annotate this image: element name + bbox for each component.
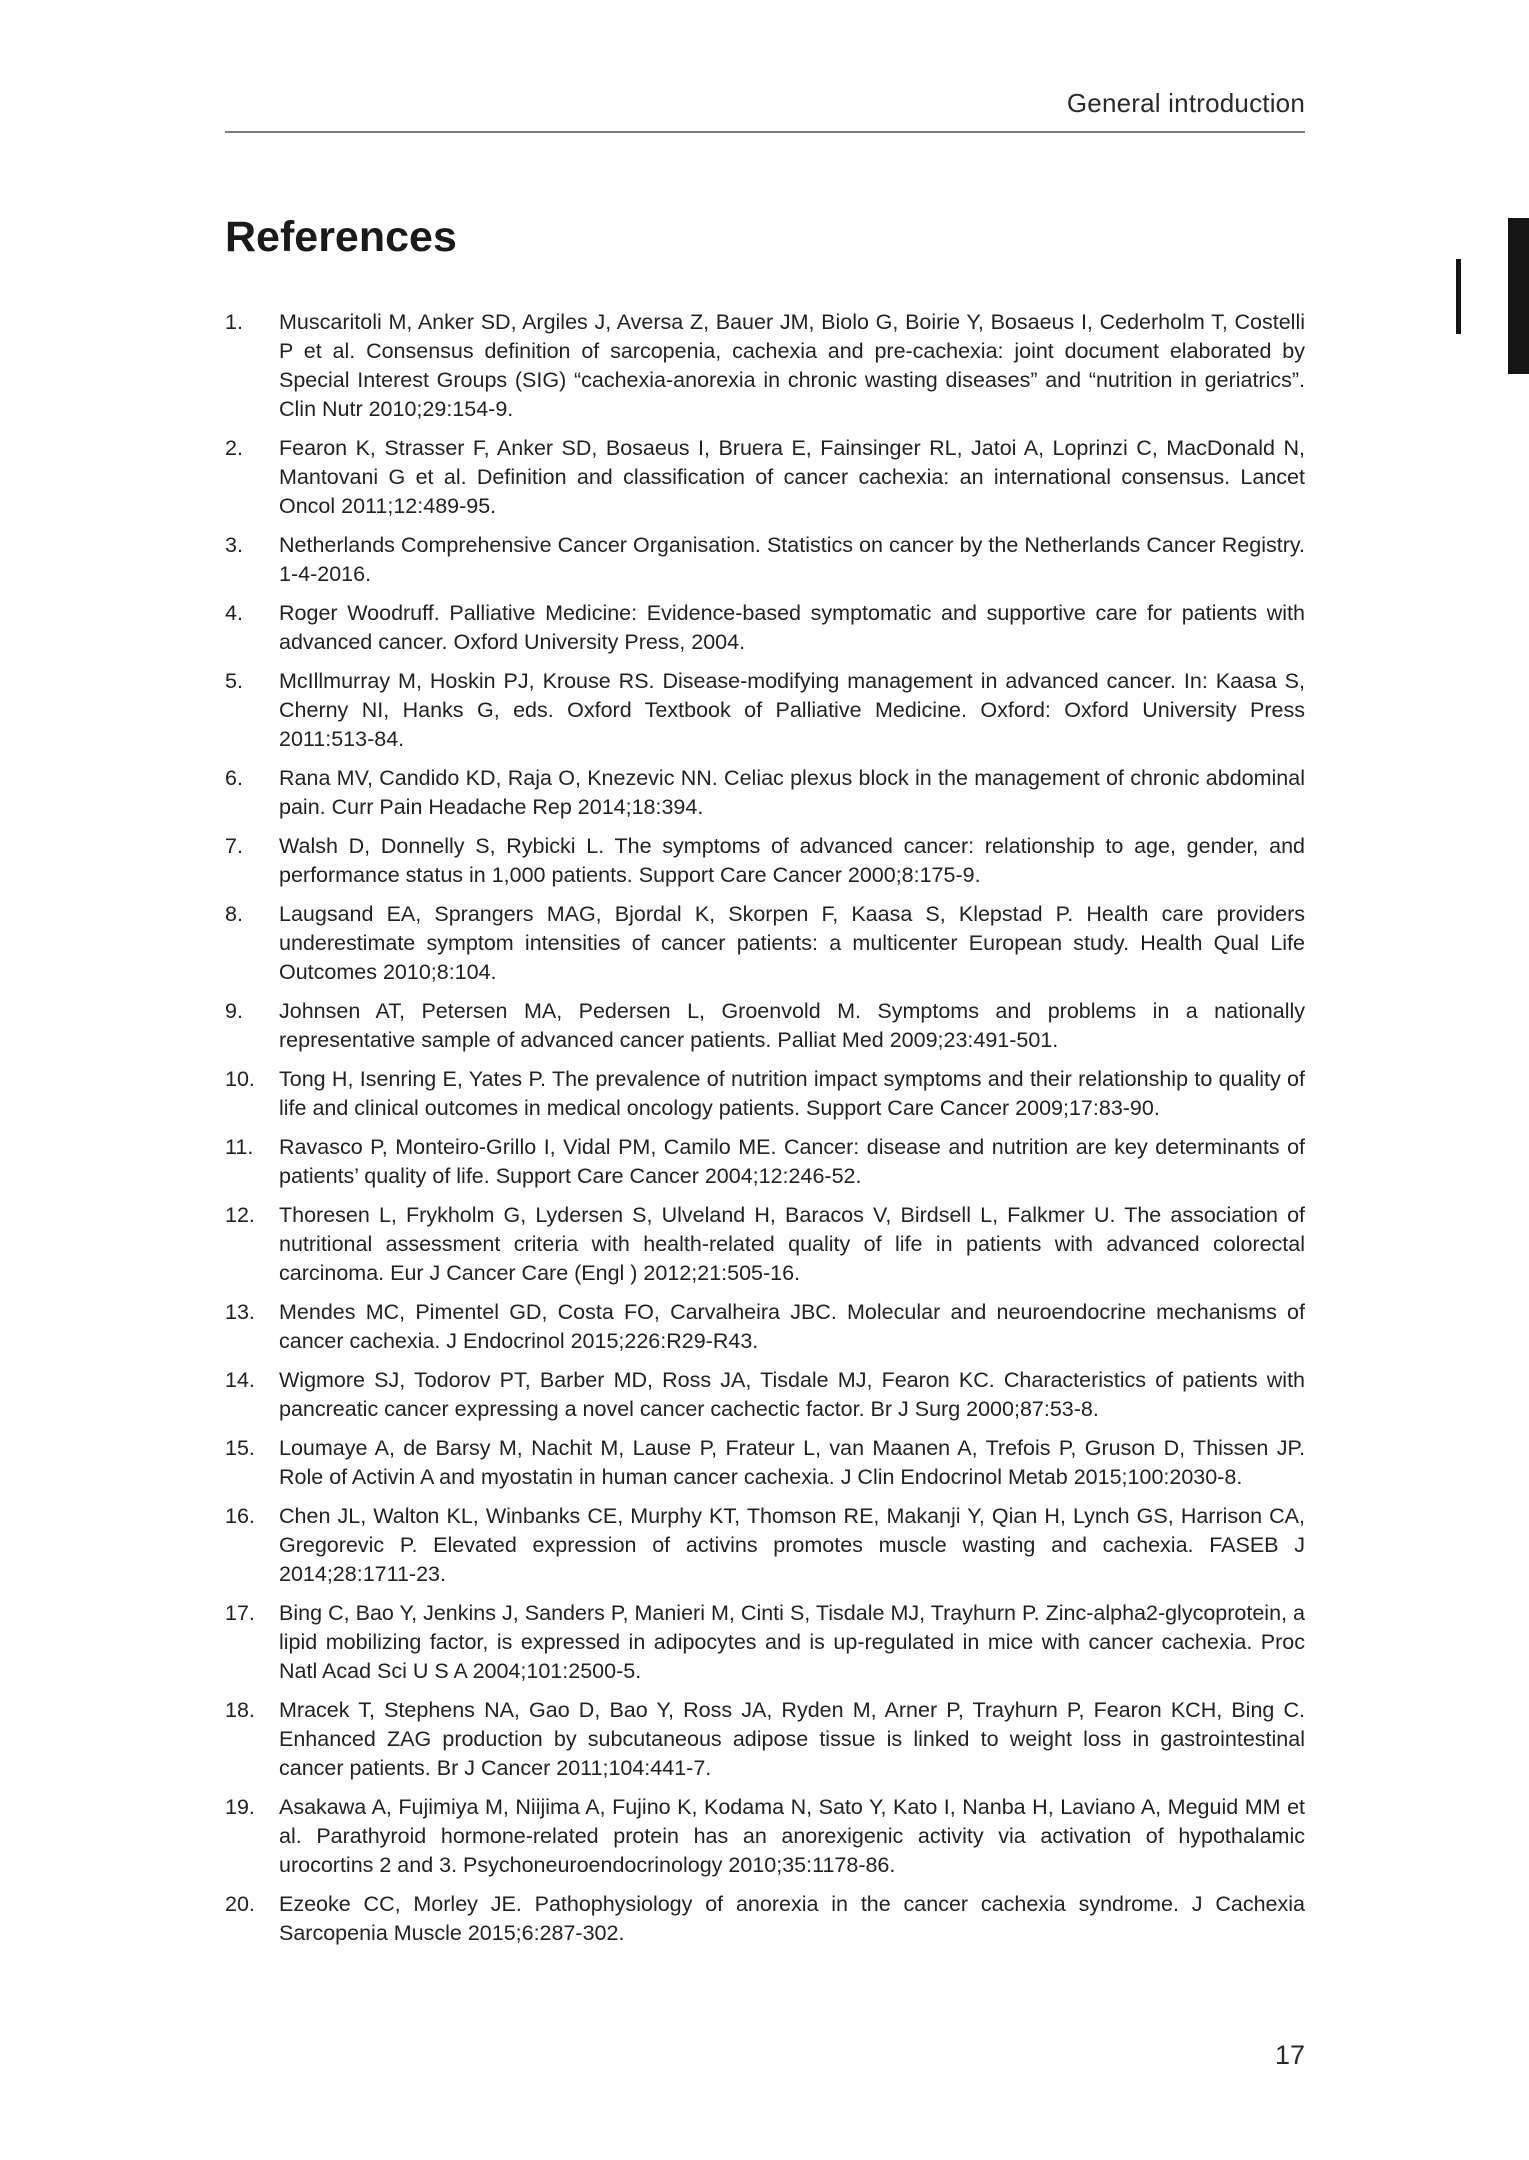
reference-number: 17. (225, 1601, 255, 1625)
reference-text: Mracek T, Stephens NA, Gao D, Bao Y, Ross JA, Ryden M, Arner P, Trayhurn P, Fearon KCH, Bing C. Enhanced ZAG production by subcutaneous adipose tissue is linked to weight loss in gastrointestinal cancer patients. Br J Cancer 2011;104:441-7. (279, 1698, 1305, 1780)
page-title: References (225, 213, 457, 261)
reference-item (225, 1065, 1305, 1123)
reference-item (225, 1890, 1305, 1948)
reference-number: 9. (225, 999, 243, 1023)
reference-item (225, 832, 1305, 890)
reference-item (225, 1793, 1305, 1880)
reference-number: 3. (225, 533, 243, 557)
reference-number: 5. (225, 669, 243, 693)
reference-number: 2. (225, 436, 243, 460)
reference-item (225, 1298, 1305, 1356)
reference-item (225, 599, 1305, 657)
reference-item (225, 1502, 1305, 1589)
reference-number: 1. (225, 310, 243, 334)
reference-text: Bing C, Bao Y, Jenkins J, Sanders P, Manieri M, Cinti S, Tisdale MJ, Trayhurn P. Zinc-alpha2-glycoprotein, a lipid mobilizing factor, is expressed in adipocytes and is up-regulated in mice with cancer cachexia. Proc Natl Acad Sci U S A 2004;101:2500-5. (279, 1601, 1305, 1683)
reference-text: Roger Woodruff. Palliative Medicine: Evidence-based symptomatic and supportive care for patients with advanced cancer. Oxford University Press, 2004. (279, 601, 1305, 654)
reference-number: 19. (225, 1795, 255, 1819)
reference-text: Walsh D, Donnelly S, Rybicki L. The symptoms of advanced cancer: relationship to age, gender, and performance status in 1,000 patients. Support Care Cancer 2000;8:175-9. (279, 834, 1305, 887)
header-divider (225, 131, 1305, 133)
reference-item (225, 667, 1305, 754)
reference-number: 6. (225, 766, 243, 790)
reference-item (225, 997, 1305, 1055)
reference-number: 16. (225, 1504, 255, 1528)
reference-item (225, 1201, 1305, 1288)
chapter-thumb-tab (1508, 218, 1529, 374)
reference-text: Loumaye A, de Barsy M, Nachit M, Lause P, Frateur L, van Maanen A, Trefois P, Gruson D, Thissen JP. Role of Activin A and myostatin in human cancer cachexia. J Clin Endocrinol Metab 2015;100:2030-8. (279, 1436, 1305, 1489)
reference-text: Mendes MC, Pimentel GD, Costa FO, Carvalheira JBC. Molecular and neuroendocrine mechanisms of cancer cachexia. J Endocrinol 2015;226:R29-R43. (279, 1300, 1305, 1353)
reference-item (225, 1366, 1305, 1424)
reference-text: Ezeoke CC, Morley JE. Pathophysiology of anorexia in the cancer cachexia syndrome. J Cachexia Sarcopenia Muscle 2015;6:287-302. (279, 1892, 1305, 1945)
reference-item (225, 434, 1305, 521)
reference-text: McIllmurray M, Hoskin PJ, Krouse RS. Disease-modifying management in advanced cancer. In: Kaasa S, Cherny NI, Hanks G, eds. Oxford Textbook of Palliative Medicine. Oxford: Oxford University Press 2011:513-84. (279, 669, 1305, 751)
reference-number: 7. (225, 834, 243, 858)
reference-number: 14. (225, 1368, 255, 1392)
reference-text: Tong H, Isenring E, Yates P. The prevalence of nutrition impact symptoms and their relationship to quality of life and clinical outcomes in medical oncology patients. Support Care Cancer 2009;17:83-90. (279, 1067, 1305, 1120)
reference-item (225, 900, 1305, 987)
reference-number: 4. (225, 601, 243, 625)
reference-number: 10. (225, 1067, 255, 1091)
reference-text: Netherlands Comprehensive Cancer Organisation. Statistics on cancer by the Netherlands Cancer Registry. 1-4-2016. (279, 533, 1305, 586)
reference-item (225, 1696, 1305, 1783)
reference-number: 20. (225, 1892, 255, 1916)
reference-item (225, 764, 1305, 822)
reference-number: 12. (225, 1203, 255, 1227)
reference-text: Wigmore SJ, Todorov PT, Barber MD, Ross JA, Tisdale MJ, Fearon KC. Characteristics of patients with pancreatic cancer expressing a novel cancer cachectic factor. Br J Surg 2000;87:53-8. (279, 1368, 1305, 1421)
reference-text: Muscaritoli M, Anker SD, Argiles J, Aversa Z, Bauer JM, Biolo G, Boirie Y, Bosaeus I, Cederholm T, Costelli P et al. Consensus definition of sarcopenia, cachexia and pre-cachexia: joint document elaborated by Special Interest Groups (SIG) “cachexia-anorexia in chronic wasting diseases” and “nutrition in geriatrics”. Clin Nutr 2010;29:154-9. (279, 310, 1305, 421)
reference-text: Chen JL, Walton KL, Winbanks CE, Murphy KT, Thomson RE, Makanji Y, Qian H, Lynch GS, Harrison CA, Gregorevic P. Elevated expression of activins promotes muscle wasting and cachexia. FASEB J 2014;28:1711-23. (279, 1504, 1305, 1586)
reference-text: Thoresen L, Frykholm G, Lydersen S, Ulveland H, Baracos V, Birdsell L, Falkmer U. The association of nutritional assessment criteria with health-related quality of life in patients with advanced colorectal carcinoma. Eur J Cancer Care (Engl ) 2012;21:505-16. (279, 1203, 1305, 1285)
page-number: 17 (1274, 2040, 1305, 2070)
reference-text: Fearon K, Strasser F, Anker SD, Bosaeus I, Bruera E, Fainsinger RL, Jatoi A, Loprinzi C, MacDonald N, Mantovani G et al. Definition and classification of cancer cachexia: an international consensus. Lancet Oncol 2011;12:489-95. (279, 436, 1305, 518)
reference-number: 13. (225, 1300, 255, 1324)
reference-item (225, 1599, 1305, 1686)
reference-text: Johnsen AT, Petersen MA, Pedersen L, Groenvold M. Symptoms and problems in a nationally representative sample of advanced cancer patients. Palliat Med 2009;23:491-501. (279, 999, 1305, 1052)
reference-item (225, 1434, 1305, 1492)
reference-text: Rana MV, Candido KD, Raja O, Knezevic NN. Celiac plexus block in the management of chronic abdominal pain. Curr Pain Headache Rep 2014;18:394. (279, 766, 1305, 819)
reference-text: Laugsand EA, Sprangers MAG, Bjordal K, Skorpen F, Kaasa S, Klepstad P. Health care providers underestimate symptom intensities of cancer patients: a multicenter European study. Health Qual Life Outcomes 2010;8:104. (279, 902, 1305, 984)
reference-number: 11. (225, 1135, 254, 1159)
reference-text: Ravasco P, Monteiro-Grillo I, Vidal PM, Camilo ME. Cancer: disease and nutrition are key determinants of patients’ quality of life. Support Care Cancer 2004;12:246-52. (279, 1135, 1305, 1188)
reference-item (225, 1133, 1305, 1191)
running-header: General introduction (1066, 88, 1305, 118)
reference-number: 18. (225, 1698, 255, 1722)
chapter-marker-bar (1456, 259, 1461, 334)
reference-text: Asakawa A, Fujimiya M, Niijima A, Fujino K, Kodama N, Sato Y, Kato I, Nanba H, Laviano A, Meguid MM et al. Parathyroid hormone-related protein has an anorexigenic activity via activation of hypothalamic urocortins 2 and 3. Psychoneuroendocrinology 2010;35:1178-86. (279, 1795, 1305, 1877)
reference-list (225, 308, 1305, 1958)
reference-number: 8. (225, 902, 243, 926)
reference-item (225, 531, 1305, 589)
reference-number: 15. (225, 1436, 255, 1460)
reference-item (225, 308, 1305, 424)
